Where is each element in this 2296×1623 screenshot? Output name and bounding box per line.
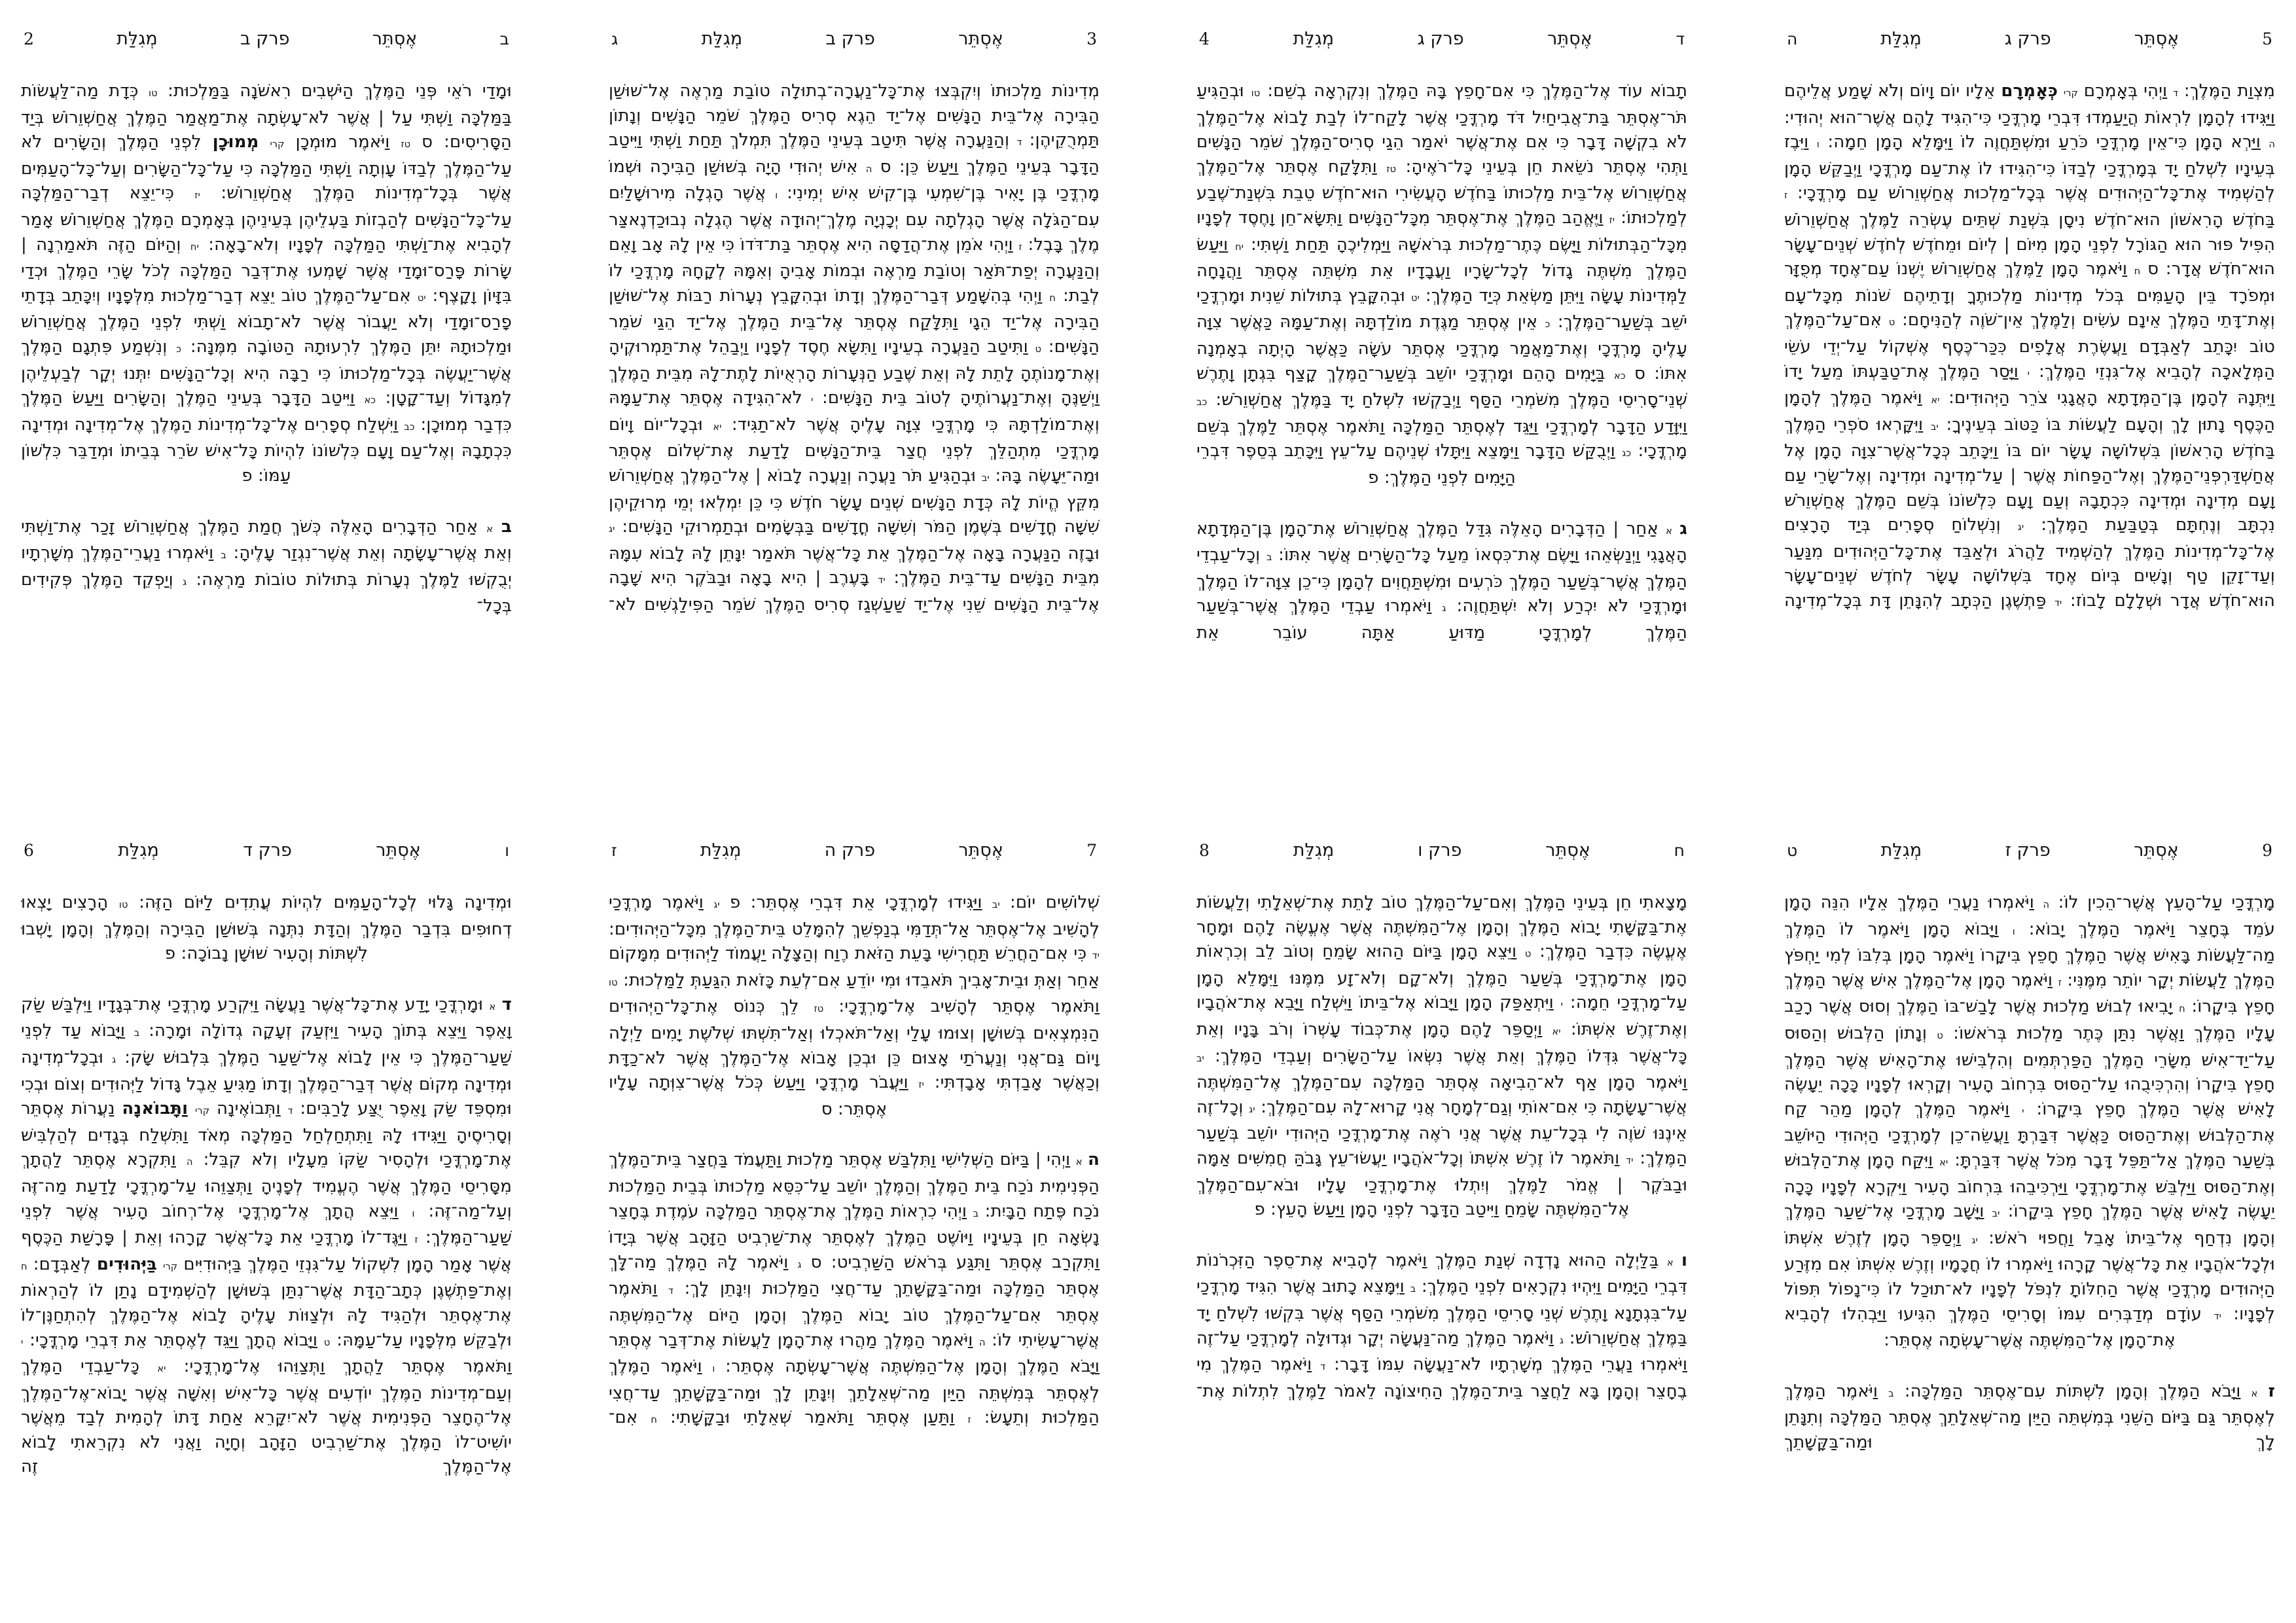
- verse-number: ה: [865, 163, 872, 175]
- verse-number: כא: [364, 395, 376, 406]
- verse-number: כא: [1614, 370, 1626, 382]
- verse-paragraph: מְדִינוֹת מַלְכוּתוֹ וְיִקְבְּצוּ אֶת־כָּל־נַעֲרָה־בְתוּלָה טוֹבַת מַרְאֶה אֶל־שׁוּשַׁן הַבִּירָה אֶל־בֵּית הַנָּשִׁים אֶל־יַד הֵגֶא סְרִיס הַמֶּלֶךְ שֹׁמֵר הַנָּשִׁים וְנָתוֹן תַּמְרֻקֵיהֶן: ד וְהַנַּעֲרָה אֲשֶׁר תִּיטַב בְּעֵינֵי הַמֶּלֶךְ תִּמְלֹךְ תַּחַת וַשְׁתִּי וַיִּיטַב הַדָּבָר בְּעֵינֵי הַמֶּלֶךְ וַיַּעַשׂ כֵּן: ס ה אִישׁ יְהוּדִי הָיָה בְּשׁוּשַׁן הַבִּירָה וּשְׁמוֹ מָרְדֳּכַי בֶּן יָאִיר בֶּן־שִׁמְעִי בֶּן־קִישׁ אִישׁ יְמִינִי: ו אֲשֶׁר הָגְלָה מִירוּשָׁלַיִם עִם־הַגֹּלָה אֲשֶׁר הָגְלְתָה עִם יְכָנְיָה מֶלֶךְ־יְהוּדָה אֲשֶׁר הֶגְלָה נְבוּכַדְנֶאצַּר מֶלֶךְ בָּבֶל: ז וַיְהִי אֹמֵן אֶת־הֲדַסָּה הִיא אֶסְתֵּר בַּת־דֹּדוֹ כִּי אֵין לָהּ אָב וָאֵם וְהַנַּעֲרָה יְפַת־תֹּאַר וְטוֹבַת מַרְאֶה וּבְמוֹת אָבִיהָ וְאִמָּהּ לְקָחָהּ מָרְדֳּכַי לוֹ לְבַת: ח וַיְהִי בְּהִשָּׁמַע דְּבַר־הַמֶּלֶךְ וְדָתוֹ וּבְהִקָּבֵץ נְעָרוֹת רַבּוֹת אֶל־שׁוּשַׁן הַבִּירָה אֶל־יַד הֵגָי וַתִּלָּקַח אֶסְתֵּר אֶל־בֵּית הַמֶּלֶךְ אֶל־יַד הֵגַי שֹׁמֵר הַנָּשִׁים: ט וַתִּיטַב הַנַּעֲרָה בְעֵינָיו וַתִּשָּׂא חֶסֶד לְפָנָיו וַיְבַהֵל אֶת־תַּמְרוּקֶיהָ וְאֶת־מָנוֹתֶהָ לָתֵת לָהּ וְאֵת שֶׁבַע הַנְּעָרוֹת הָרְאֻיוֹת לָתֶת־לָהּ מִבֵּית הַמֶּלֶךְ וַיְשַׁנֶּהָ וְאֶת־נַעֲרוֹתֶיהָ לְטוֹב בֵּית הַנָּשִׁים: י לֹא־הִגִּידָה אֶסְתֵּר אֶת־עַמָּהּ וְאֶת־מוֹלַדְתָּהּ כִּי מָרְדֳּכַי צִוָּה עָלֶיהָ אֲשֶׁר לֹא־תַגִּיד: יא וּבְכָל־יוֹם וָיוֹם מָרְדֳּכַי מִתְהַלֵּךְ לִפְנֵי חֲצַר בֵּית־הַנָּשִׁים לָדַעַת אֶת־שְׁלוֹם אֶסְתֵּר וּמַה־יֵּעָשֶׂה בָּהּ: יב וּבְהַגִּיעַ תֹּר נַעֲרָה וְנַעֲרָה לָבוֹא | אֶל־הַמֶּלֶךְ אֲחַשְׁוֵרוֹשׁ מִקֵּץ הֱיוֹת לָהּ כְּדָת הַנָּשִׁים שְׁנֵים עָשָׂר חֹדֶשׁ כִּי כֵּן יִמְלְאוּ יְמֵי מְרוּקֵיהֶן שִׁשָּׁה חֳדָשִׁים בְּשֶׁמֶן הַמֹּר וְשִׁשָּׁה חֳדָשִׁים בַּבְּשָׂמִים וּבְתַמְרוּקֵי הַנָּשִׁים: יג וּבָזֶה הַנַּעֲרָה בָּאָה אֶל־הַמֶּלֶךְ אֵת כָּל־אֲשֶׁר תֹּאמַר יִנָּתֵן לָהּ לָבוֹא עִמָּהּ מִבֵּית הַנָּשִׁים עַד־בֵּית הַמֶּלֶךְ: יד בָּעֶרֶב | הִיא בָאָה וּבַבֹּקֶר הִיא שָׁבָה אֶל־בֵּית הַנָּשִׁים שֵׁנִי אֶל־יַד שַׁעַשְׁגַז סְרִיס הַמֶּלֶךְ שֹׁמֵר הַפִּילַגְשִׁים לֹא־: [609, 81, 1100, 615]
- verse-number: כב: [404, 421, 415, 433]
- header-edge-right: 9: [2262, 841, 2272, 860]
- verse-number: ט: [1524, 948, 1532, 960]
- header-esther: אֶסְתֵּר: [958, 840, 1003, 861]
- page-2: [21, 0, 512, 812]
- verse-number: ז: [414, 1234, 418, 1246]
- verse-number: ח: [1049, 292, 1056, 304]
- verse-paragraph: ה א וַיְהִי | בַּיּוֹם הַשְּׁלִישִׁי וַתִּלְבַּשׁ אֶסְתֵּר מַלְכוּת וַתַּעֲמֹד בַּחֲצַר בֵּית־הַמֶּלֶךְ הַפְּנִימִית נֹכַח בֵּית הַמֶּלֶךְ וְהַמֶּלֶךְ יוֹשֵׁב עַל־כִּסֵּא מַלְכוּתוֹ בְּבֵית הַמַּלְכוּת נֹכַח פֶּתַח הַבָּיִת: ב וַיְהִי כִרְאוֹת הַמֶּלֶךְ אֶת־אֶסְתֵּר הַמַּלְכָּה עֹמֶדֶת בֶּחָצֵר נָשְׂאָה חֵן בְּעֵינָיו וַיּוֹשֶׁט הַמֶּלֶךְ לְאֶסְתֵּר אֶת־שַׁרְבִיט הַזָּהָב אֲשֶׁר בְּיָדוֹ וַתִּקְרַב אֶסְתֵּר וַתִּגַּע בְּרֹאשׁ הַשַּׁרְבִיט: ס ג וַיֹּאמֶר לָהּ הַמֶּלֶךְ מַה־לָּךְ אֶסְתֵּר הַמַּלְכָּה וּמַה־בַּקָּשָׁתֵךְ עַד־חֲצִי הַמַּלְכוּת וְיִנָּתֵן לָךְ: ד וַתֹּאמֶר אֶסְתֵּר אִם־עַל־הַמֶּלֶךְ טוֹב יָבוֹא הַמֶּלֶךְ וְהָמָן הַיּוֹם אֶל־הַמִּשְׁתֶּה אֲשֶׁר־עָשִׂיתִי לוֹ: ה וַיֹּאמֶר הַמֶּלֶךְ מַהֲרוּ אֶת־הָמָן לַעֲשׂוֹת אֶת־דְּבַר אֶסְתֵּר וַיָּבֹא הַמֶּלֶךְ וְהָמָן אֶל־הַמִּשְׁתֶּה אֲשֶׁר־עָשְׂתָה אֶסְתֵּר: ו וַיֹּאמֶר הַמֶּלֶךְ לְאֶסְתֵּר בְּמִשְׁתֵּה הַיַּיִן מַה־שְּׁאֵלָתֵךְ וְיִנָּתֵן לָךְ וּמַה־בַּקָּשָׁתֵךְ עַד־חֲצִי הַמַּלְכוּת וְתֵעָשׂ: ז וַתַּעַן אֶסְתֵּר וַתֹּאמַר שְׁאֵלָתִי וּבַקָּשָׁתִי: ח אִם־: [609, 1150, 1100, 1428]
- verse-number: קרי: [163, 1260, 178, 1272]
- header-edge-right: ו: [505, 841, 509, 860]
- verse-number: ב: [1888, 1387, 1894, 1399]
- header-perek: פרק ה: [824, 840, 876, 861]
- verse-number: יא: [1552, 1026, 1561, 1037]
- header-esther: אֶסְתֵּר: [2134, 840, 2179, 861]
- header-perek: פרק ד: [243, 840, 292, 861]
- header-perek: פרק ב: [240, 29, 290, 49]
- verse-paragraph: ב א אַחַר הַדְּבָרִים הָאֵלֶּה כְּשֹׁךְ חֲמַת הַמֶּלֶךְ אֲחַשְׁוֵרוֹשׁ זָכַר אֶת־וַשְׁתִּי וְאֵת אֲשֶׁר־עָשָׂתָה וְאֵת אֲשֶׁר־נִגְזַר עָלֶיהָ: ב וַיֹּאמְרוּ נַעֲרֵי־הַמֶּלֶךְ מְשָׁרְתָיו יְבֻקְשׁוּ לַמֶּלֶךְ נְעָרוֹת בְּתוּלוֹת טוֹבוֹת מַרְאֶה: ג וְיַפְקֵד הַמֶּלֶךְ פְּקִידִים בְּכָל־: [21, 516, 512, 616]
- running-header: [1199, 29, 1685, 49]
- verse-number: יז: [918, 1079, 925, 1091]
- header-perek: פרק ו: [1418, 840, 1462, 861]
- scripture-text-column: [1196, 891, 1687, 1604]
- verse-number: יח: [190, 241, 199, 253]
- verse-number: ג: [1559, 1334, 1564, 1346]
- header-edge-right: ב: [499, 29, 509, 48]
- header-megillat: מְגִלַּת: [1880, 29, 1922, 49]
- scripture-text-column: [21, 891, 512, 1604]
- verse-number: י: [21, 1336, 24, 1348]
- header-megillat: מְגִלַּת: [1880, 840, 1922, 861]
- verse-paragraph: ז א וַיָּבֹא הַמֶּלֶךְ וְהָמָן לִשְׁתּוֹת עִם־אֶסְתֵּר הַמַּלְכָּה: ב וַיֹּאמֶר הַמֶּלֶךְ לְאֶסְתֵּר גַּם בַּיּוֹם הַשֵּׁנִי בְּמִשְׁתֵּה הַיַּיִן מַה־שְּׁאֵלָתֵךְ אֶסְתֵּר הַמַּלְכָּה וְתִנָּתֵן לָךְ וּמַה־בַּקָּשָׁתֵךְ: [1784, 1381, 2275, 1452]
- verse-paragraph: שְׁלוֹשִׁים יוֹם: יב וַיַּגִּידוּ לְמָרְדֳּכָי אֵת דִּבְרֵי אֶסְתֵּר: פ יג וַיֹּאמֶר מָרְדֳּכַי לְהָשִׁיב אֶל־אֶסְתֵּר אַל־תְּדַמִּי בְנַפְשֵׁךְ לְהִמָּלֵט בֵּית־הַמֶּלֶךְ מִכָּל־הַיְּהוּדִים: יד כִּי אִם־הַחֲרֵשׁ תַּחֲרִישִׁי בָּעֵת הַזֹּאת רֶוַח וְהַצָּלָה יַעֲמוֹד לַיְּהוּדִים מִמָּקוֹם אַחֵר וְאַתְּ וּבֵית־אָבִיךְ תֹּאבֵדוּ וּמִי יוֹדֵעַ אִם־לְעֵת כָּזֹאת הִגַּעַתְּ לַמַּלְכוּת: טו וַתֹּאמֶר אֶסְתֵּר לְהָשִׁיב אֶל־מָרְדֳּכָי: טז לֵךְ כְּנוֹס אֶת־כָּל־הַיְּהוּדִים הַנִּמְצְאִים בְּשׁוּשָׁן וְצוּמוּ עָלַי וְאַל־תֹּאכְלוּ וְאַל־תִּשְׁתּוּ שְׁלֹשֶׁת יָמִים לַיְלָה וָיוֹם גַּם־אֲנִי וְנַעֲרֹתַי אָצוּם כֵּן וּבְכֵן אָבוֹא אֶל־הַמֶּלֶךְ אֲשֶׁר לֹא־כַדָּת וְכַאֲשֶׁר אָבַדְתִּי אָבָדְתִּי: יז וַיַּעֲבֹר מָרְדֳּכָי וַיַּעַשׂ כְּכֹל אֲשֶׁר־צִוְּתָה עָלָיו אֶסְתֵּר: ס: [609, 893, 1100, 1119]
- header-perek: פרק ג: [1417, 29, 1464, 49]
- qere-or-chapter-word: וַתָּבוֹאנָה: [122, 1099, 188, 1119]
- header-edge-right: ח: [1674, 841, 1685, 860]
- verse-number: ג: [1442, 603, 1446, 615]
- header-megillat: מְגִלַּת: [118, 840, 159, 861]
- qere-or-chapter-word: ה: [1088, 1150, 1100, 1170]
- header-esther: אֶסְתֵּר: [1547, 29, 1592, 49]
- header-edge-left: 6: [24, 841, 34, 860]
- header-edge-right: 7: [1086, 841, 1097, 860]
- qere-or-chapter-word: ז: [2268, 1381, 2275, 1401]
- header-edge-left: ט: [1787, 841, 1798, 860]
- header-perek: פרק ז: [2005, 840, 2051, 861]
- header-edge-right: 5: [2262, 29, 2272, 48]
- verse-number: יב: [1196, 1052, 1204, 1064]
- running-header: [24, 29, 509, 49]
- verse-number: ז: [1784, 190, 1788, 202]
- header-megillat: מְגִלַּת: [1293, 29, 1335, 49]
- verse-number: כ: [1545, 319, 1551, 330]
- verse-number: יד: [1092, 950, 1100, 962]
- verse-number: ב: [1410, 1283, 1416, 1295]
- verse-number: יב: [1930, 421, 1939, 433]
- scripture-text-column: [609, 891, 1100, 1604]
- verse-number: ב: [134, 1027, 140, 1039]
- verse-number: כ: [176, 343, 182, 355]
- verse-paragraph: ו א בַּלַּיְלָה הַהוּא נָדְדָה שְׁנַת הַמֶּלֶךְ וַיֹּאמֶר לְהָבִיא אֶת־סֵפֶר הַזִּכְרֹנוֹת דִּבְרֵי הַיָּמִים וַיִּהְיוּ נִקְרָאִים לִפְנֵי הַמֶּלֶךְ: ב וַיִּמָּצֵא כָתוּב אֲשֶׁר הִגִּיד מָרְדֳּכַי עַל־בִּגְתָנָא וָתֶרֶשׁ שְׁנֵי סָרִיסֵי הַמֶּלֶךְ מִשֹּׁמְרֵי הַסַּף אֲשֶׁר בִּקְשׁוּ לִשְׁלֹחַ יָד בַּמֶּלֶךְ אֲחַשְׁוֵרוֹשׁ: ג וַיֹּאמֶר הַמֶּלֶךְ מַה־נַּעֲשָׂה יְקָר וּגְדוּלָּה לְמָרְדֳּכַי עַל־זֶה וַיֹּאמְרוּ נַעֲרֵי הַמֶּלֶךְ מְשָׁרְתָיו לֹא־נַעֲשָׂה עִמּוֹ דָּבָר: ד וַיֹּאמֶר הַמֶּלֶךְ מִי בֶחָצֵר וְהָמָן בָּא לַחֲצַר בֵּית־הַמֶּלֶךְ הַחִיצוֹנָה לֵאמֹר לַמֶּלֶךְ לִתְלוֹת אֶת־: [1196, 1250, 1687, 1401]
- verse-number: יא: [1931, 395, 1940, 406]
- verse-number: יד: [1626, 1154, 1634, 1166]
- verse-number: א: [489, 1001, 496, 1012]
- verse-number: ח: [21, 1260, 27, 1272]
- page-3: [609, 0, 1100, 812]
- verse-number: א: [1666, 525, 1672, 537]
- verse-number: קרי: [2063, 88, 2078, 99]
- running-header: [1787, 840, 2272, 861]
- verse-number: ז: [2058, 976, 2062, 988]
- verse-paragraph: ד א וּמָרְדֳּכַי יָדַע אֶת־כָּל־אֲשֶׁר נַעֲשָׂה וַיִּקְרַע מָרְדֳּכַי אֶת־בְּגָדָיו וַיִּלְבַּשׁ שַׂק וָאֵפֶר וַיֵּצֵא בְּתוֹךְ הָעִיר וַיִּזְעַק זְעָקָה גְדוֹלָה וּמָרָה: ב וַיָּבוֹא עַד לִפְנֵי שַׁעַר־הַמֶּלֶךְ כִּי אֵין לָבוֹא אֶל־שַׁעַר הַמֶּלֶךְ בִּלְבוּשׁ שָׂק: ג וּבְכָל־מְדִינָה וּמְדִינָה מְקוֹם אֲשֶׁר דְּבַר־הַמֶּלֶךְ וְדָתוֹ מַגִּיעַ אֵבֶל גָּדוֹל לַיְּהוּדִים וְצוֹם וּבְכִי וּמִסְפֵּד שַׂק וָאֵפֶר יֻצַּע לָרַבִּים: ד וַתְּבוֹאֶינָה קרי וַתָּבוֹאנָה נַעֲרוֹת אֶסְתֵּר וְסָרִיסֶיהָ וַיַּגִּידוּ לָהּ וַתִּתְחַלְחַל הַמַּלְכָּה מְאֹד וַתִּשְׁלַח בְּגָדִים לְהַלְבִּישׁ אֶת־מָרְדֳּכַי וּלְהָסִיר שַׂקּוֹ מֵעָלָיו וְלֹא קִבֵּל: ה וַתִּקְרָא אֶסְתֵּר לַהֲתָךְ מִסָּרִיסֵי הַמֶּלֶךְ אֲשֶׁר הֶעֱמִיד לְפָנֶיהָ וַתְּצַוֵּהוּ עַל־מָרְדֳּכָי לָדַעַת מַה־זֶּה וְעַל־מַה־זֶּה: ו וַיֵּצֵא הֲתָךְ אֶל־מָרְדֳּכָי אֶל־רְחוֹב הָעִיר אֲשֶׁר לִפְנֵי שַׁעַר־הַמֶּלֶךְ: ז וַיַּגֶּד־לוֹ מָרְדֳּכַי אֵת כָּל־אֲשֶׁר קָרָהוּ וְאֵת | פָּרָשַׁת הַכֶּסֶף אֲשֶׁר אָמַר הָמָן לִשְׁקוֹל עַל־גִּנְזֵי הַמֶּלֶךְ בַּיְּהוּדִיִּים קרי בַּיְּהוּדִים לְאַבְּדָם: ח וְאֶת־פַּתְשֶׁגֶן כְּתָב־הַדָּת אֲשֶׁר־נִתַּן בְּשׁוּשָׁן לְהַשְׁמִידָם נָתַן לוֹ לְהַרְאוֹת אֶת־אֶסְתֵּר וּלְהַגִּיד לָהּ וּלְצַוּוֹת עָלֶיהָ לָבוֹא אֶל־הַמֶּלֶךְ לְהִתְחַנֶּן־לוֹ וּלְבַקֵּשׁ מִלְּפָנָיו עַל־עַמָּהּ: ט וַיָּבוֹא הֲתָךְ וַיַּגֵּד לְאֶסְתֵּר אֵת דִּבְרֵי מָרְדֳּכָי: י וַתֹּאמֶר אֶסְתֵּר לַהֲתָךְ וַתְּצַוֵּהוּ אֶל־מָרְדֳּכָי: יא כָּל־עַבְדֵי הַמֶּלֶךְ וְעַם־מְדִינוֹת הַמֶּלֶךְ יוֹדְעִים אֲשֶׁר כָּל־אִישׁ וְאִשָּׁה אֲשֶׁר יָבוֹא־אֶל־הַמֶּלֶךְ אֶל־הֶחָצֵר הַפְּנִימִית אֲשֶׁר לֹא־יִקָּרֵא אַחַת דָּתוֹ לְהָמִית לְבַד מֵאֲשֶׁר יוֹשִׁיט־לוֹ הַמֶּלֶךְ אֶת־שַׁרְבִיט הַזָּהָב וְחָיָה וַאֲנִי לֹא נִקְרֵאתִי לָבוֹא אֶל־הַמֶּלֶךְ זֶה: [21, 994, 512, 1477]
- header-edge-right: 3: [1086, 29, 1097, 48]
- verse-number: א: [1075, 1156, 1083, 1168]
- running-header: [1199, 840, 1685, 861]
- page-7: [609, 812, 1100, 1623]
- header-megillat: מְגִלַּת: [700, 840, 742, 861]
- verse-number: ה: [2043, 899, 2050, 910]
- verse-number: ג: [183, 576, 187, 588]
- header-edge-left: ז: [611, 841, 617, 860]
- verse-number: ה: [186, 1156, 193, 1168]
- verse-number: יג: [1249, 1103, 1255, 1115]
- scripture-text-column: [1784, 79, 2275, 793]
- verse-number: ד: [287, 1105, 293, 1117]
- verse-number: י: [2027, 368, 2030, 380]
- verse-number: יג: [713, 899, 720, 910]
- verse-number: ו: [1816, 139, 1820, 151]
- verse-number: י: [811, 395, 814, 406]
- page-9: [1784, 812, 2275, 1623]
- verse-number: ט: [1888, 317, 1895, 329]
- verse-number: יט: [417, 292, 426, 304]
- verse-number: ד: [1016, 137, 1022, 149]
- verse-number: טו: [609, 976, 618, 988]
- qere-or-chapter-word: ג: [1679, 518, 1687, 539]
- verse-number: ט: [1937, 1029, 1943, 1041]
- verse-number: ו: [712, 1363, 715, 1375]
- verse-number: כב: [1196, 397, 1208, 408]
- verse-number: יח: [1235, 241, 1244, 253]
- qere-or-chapter-word: ב: [501, 516, 512, 537]
- scripture-text-column: [21, 79, 512, 793]
- header-edge-right: ד: [1676, 29, 1685, 48]
- verse-number: יב: [1992, 1208, 2000, 1220]
- verse-number: ד: [2173, 88, 2179, 99]
- verse-number: יא: [1939, 1156, 1948, 1168]
- running-header: [611, 840, 1097, 861]
- verse-number: ז: [967, 1414, 971, 1426]
- page-6: [21, 812, 512, 1623]
- verse-number: כג: [1622, 448, 1632, 459]
- verse-number: טז: [401, 139, 411, 151]
- header-megillat: מְגִלַּת: [117, 29, 158, 49]
- verse-number: קרי: [270, 139, 285, 151]
- verse-number: ו: [2012, 925, 2015, 937]
- page-4: [1196, 0, 1687, 812]
- verse-number: א: [2251, 1387, 2258, 1399]
- verse-number: ד: [1320, 1361, 1326, 1373]
- verse-number: ח: [2179, 1003, 2185, 1015]
- verse-number: ו: [775, 190, 778, 202]
- header-esther: אֶסְתֵּר: [2134, 29, 2179, 49]
- verse-number: יט: [1410, 292, 1420, 304]
- header-perek: פרק ג: [2004, 29, 2051, 49]
- verse-number: ד: [668, 1285, 674, 1297]
- verse-number: ג: [112, 1054, 117, 1065]
- header-edge-left: 4: [1199, 29, 1210, 48]
- verse-number: ב: [221, 550, 226, 562]
- verse-number: ג: [797, 1258, 802, 1270]
- header-perek: פרק ב: [825, 29, 875, 49]
- page-5: [1784, 0, 2275, 812]
- verse-paragraph: וּמָדַי רֹאֵי פְּנֵי הַמֶּלֶךְ הַיֹּשְׁבִים רִאשֹׁנָה בַּמַּלְכוּת: טו כְּדָת מַה־לַּעֲשׂוֹת בַּמַּלְכָּה וַשְׁתִּי עַל | אֲשֶׁר לֹא־עָשְׂתָה אֶת־מַאֲמַר הַמֶּלֶךְ אֲחַשְׁוֵרוֹשׁ בְּיַד הַסָּרִיסִים: ס טז וַיֹּאמֶר מוּמְכָן קרי מְמוּכָן לִפְנֵי הַמֶּלֶךְ וְהַשָּׂרִים לֹא עַל־הַמֶּלֶךְ לְבַדּוֹ עָוְתָה וַשְׁתִּי הַמַּלְכָּה כִּי עַל־כָּל־הַשָּׂרִים וְעַל־כָּל־הָעַמִּים אֲשֶׁר בְּכָל־מְדִינוֹת הַמֶּלֶךְ אֲחַשְׁוֵרוֹשׁ: יז כִּי־יֵצֵא דְבַר־הַמַּלְכָּה עַל־כָּל־הַנָּשִׁים לְהַבְזוֹת בַּעְלֵיהֶן בְּעֵינֵיהֶן בְּאָמְרָם הַמֶּלֶךְ אֲחַשְׁוֵרוֹשׁ אָמַר לְהָבִיא אֶת־וַשְׁתִּי הַמַּלְכָּה לְפָנָיו וְלֹא־בָאָה: יח וְהַיּוֹם הַזֶּה תֹּאמַרְנָה | שָׂרוֹת פָּרַס־וּמָדַי אֲשֶׁר שָׁמְעוּ אֶת־דְּבַר הַמַּלְכָּה לְכֹל שָׂרֵי הַמֶּלֶךְ וּכְדַי בִּזָּיוֹן וָקָצֶף: יט אִם־עַל־הַמֶּלֶךְ טוֹב יֵצֵא דְבַר־מַלְכוּת מִלְּפָנָיו וְיִכָּתֵב בְּדָתֵי פָרַס־וּמָדַי וְלֹא יַעֲבוֹר אֲשֶׁר לֹא־תָבוֹא וַשְׁתִּי לִפְנֵי הַמֶּלֶךְ אֲחַשְׁוֵרוֹשׁ וּמַלְכוּתָהּ יִתֵּן הַמֶּלֶךְ לִרְעוּתָהּ הַטּוֹבָה מִמֶּנָּה: כ וְנִשְׁמַע פִּתְגָם הַמֶּלֶךְ אֲשֶׁר־יַעֲשֶׂה בְּכָל־מַלְכוּתוֹ כִּי רַבָּה הִיא וְכָל־הַנָּשִׁים יִתְּנוּ יְקָר לְבַעְלֵיהֶן לְמִגָּדוֹל וְעַד־קָטָן: כא וַיִּיטַב הַדָּבָר בְּעֵינֵי הַמֶּלֶךְ וְהַשָּׂרִים וַיַּעַשׂ הַמֶּלֶךְ כִּדְבַר מְמוּכָן: כב וַיִּשְׁלַח סְפָרִים אֶל־כָּל־מְדִינוֹת הַמֶּלֶךְ אֶל־מְדִינָה וּמְדִינָה כִּכְתָבָהּ וְאֶל־עַם וָעָם כִּלְשׁוֹנוֹ לִהְיוֹת כָּל־אִישׁ שֹׂרֵר בְּבֵיתוֹ וּמְדַבֵּר כִּלְשׁוֹן עַמּוֹ: פ: [21, 81, 512, 486]
- running-header: [1787, 29, 2272, 49]
- verse-number: יב: [981, 472, 990, 484]
- verse-number: טז: [1386, 163, 1396, 175]
- verse-number: טז: [814, 1003, 824, 1015]
- qere-or-chapter-word: בַּיְּהוּדִים: [96, 1254, 157, 1274]
- verse-number: ב: [973, 1207, 979, 1219]
- verse-number: ה: [978, 1336, 986, 1348]
- verse-number: ו: [412, 1207, 415, 1219]
- scripture-text-column: [609, 79, 1100, 793]
- header-edge-left: 2: [24, 29, 34, 48]
- verse-number: יב: [992, 899, 1000, 910]
- verse-number: ה: [2269, 139, 2275, 151]
- running-header: [611, 29, 1097, 49]
- verse-paragraph: מָרְדֳּכַי עַל־הָעֵץ אֲשֶׁר־הֵכִין לוֹ: ה וַיֹּאמְרוּ נַעֲרֵי הַמֶּלֶךְ אֵלָיו הִנֵּה הָמָן עֹמֵד בֶּחָצֵר וַיֹּאמֶר הַמֶּלֶךְ יָבוֹא: ו וַיָּבוֹא הָמָן וַיֹּאמֶר לוֹ הַמֶּלֶךְ מַה־לַּעֲשׂוֹת בָּאִישׁ אֲשֶׁר הַמֶּלֶךְ חָפֵץ בִּיקָרוֹ וַיֹּאמֶר הָמָן בְּלִבּוֹ לְמִי יַחְפֹּץ הַמֶּלֶךְ לַעֲשׂוֹת יְקָר יוֹתֵר מִמֶּנִּי: ז וַיֹּאמֶר הָמָן אֶל־הַמֶּלֶךְ אִישׁ אֲשֶׁר הַמֶּלֶךְ חָפֵץ בִּיקָרוֹ: ח יָבִיאוּ לְבוּשׁ מַלְכוּת אֲשֶׁר לָבַשׁ־בּוֹ הַמֶּלֶךְ וְסוּס אֲשֶׁר רָכַב עָלָיו הַמֶּלֶךְ וַאֲשֶׁר נִתַּן כֶּתֶר מַלְכוּת בְּרֹאשׁוֹ: ט וְנָתוֹן הַלְּבוּשׁ וְהַסּוּס עַל־יַד־אִישׁ מִשָּׂרֵי הַמֶּלֶךְ הַפַּרְתְּמִים וְהִלְבִּישׁוּ אֶת־הָאִישׁ אֲשֶׁר הַמֶּלֶךְ חָפֵץ בִּיקָרוֹ וְהִרְכִּיבֻהוּ עַל־הַסּוּס בִּרְחוֹב הָעִיר וְקָרְאוּ לְפָנָיו כָּכָה יֵעָשֶׂה לָאִישׁ אֲשֶׁר הַמֶּלֶךְ חָפֵץ בִּיקָרוֹ: י וַיֹּאמֶר הַמֶּלֶךְ לְהָמָן מַהֵר קַח אֶת־הַלְּבוּשׁ וְאֶת־הַסּוּס כַּאֲשֶׁר דִּבַּרְתָּ וַעֲשֵׂה־כֵן לְמָרְדֳּכַי הַיְּהוּדִי הַיּוֹשֵׁב בְּשַׁעַר הַמֶּלֶךְ אַל־תַּפֵּל דָּבָר מִכֹּל אֲשֶׁר דִּבַּרְתָּ: יא וַיִּקַּח הָמָן אֶת־הַלְּבוּשׁ וְאֶת־הַסּוּס וַיַּלְבֵּשׁ אֶת־מָרְדֳּכָי וַיַּרְכִּיבֵהוּ בִּרְחוֹב הָעִיר וַיִּקְרָא לְפָנָיו כָּכָה יֵעָשֶׂה לָאִישׁ אֲשֶׁר הַמֶּלֶךְ חָפֵץ בִּיקָרוֹ: יב וַיָּשָׁב מָרְדֳּכַי אֶל־שַׁעַר הַמֶּלֶךְ וְהָמָן נִדְחַף אֶל־בֵּיתוֹ אָבֵל וַחֲפוּי רֹאשׁ: יג וַיְסַפֵּר הָמָן לְזֶרֶשׁ אִשְׁתּוֹ וּלְכָל־אֹהֲבָיו אֵת כָּל־אֲשֶׁר קָרָהוּ וַיֹּאמְרוּ לוֹ חֲכָמָיו וְזֶרֶשׁ אִשְׁתּוֹ אִם מִזֶּרַע הַיְּהוּדִים מָרְדֳּכַי אֲשֶׁר הַחִלּוֹתָ לִנְפֹּל לְפָנָיו לֹא־תוּכַל לוֹ כִּי־נָפוֹל תִּפּוֹל לְפָנָיו: יד עוֹדָם מְדַבְּרִים עִמּוֹ וְסָרִיסֵי הַמֶּלֶךְ הִגִּיעוּ וַיַּבְהִלוּ לְהָבִיא אֶת־הָמָן אֶל־הַמִּשְׁתֶּה אֲשֶׁר־עָשְׂתָה אֶסְתֵּר:: [1784, 893, 2275, 1351]
- verse-number: ח: [651, 1414, 657, 1426]
- verse-number: יג: [2017, 522, 2024, 533]
- header-esther: אֶסְתֵּר: [372, 29, 418, 49]
- verse-number: א: [486, 523, 493, 535]
- verse-number: ט: [323, 1336, 331, 1348]
- qere-or-chapter-word: ד: [501, 994, 512, 1014]
- scripture-text-column: [1196, 79, 1687, 793]
- verse-paragraph: וּמְדִינָה גָּלוּי לְכָל־הָעַמִּים לִהְיוֹת עֲתִדִים לַיּוֹם הַזֶּה: טו הָרָצִים יָצְאוּ דְחוּפִים בִּדְבַר הַמֶּלֶךְ וְהַדָּת נִתְּנָה בְּשׁוּשַׁן הַבִּירָה וְהַמֶּלֶךְ וְהָמָן יָשְׁבוּ לִשְׁתּוֹת וְהָעִיר שׁוּשָׁן נָבוֹכָה: פ: [21, 893, 512, 964]
- header-megillat: מְגִלַּת: [1293, 840, 1335, 861]
- verse-number: יג: [1971, 1234, 1978, 1246]
- verse-number: י: [2022, 1105, 2024, 1117]
- verse-number: טו: [149, 88, 158, 99]
- page-8: [1196, 812, 1687, 1623]
- verse-number: טו: [1251, 88, 1261, 99]
- verse-number: ט: [1035, 343, 1042, 355]
- verse-number: יז: [1609, 214, 1615, 226]
- verse-number: יא: [713, 421, 722, 433]
- verse-number: קרי: [195, 1105, 210, 1117]
- verse-number: י: [1560, 999, 1564, 1011]
- verse-number: יד: [878, 575, 886, 586]
- header-megillat: מְגִלַּת: [701, 29, 743, 49]
- verse-number: יא: [157, 1363, 166, 1375]
- header-esther: אֶסְתֵּר: [958, 29, 1003, 49]
- scripture-text-column: [1784, 891, 2275, 1604]
- verse-number: א: [1666, 1257, 1674, 1268]
- qere-or-chapter-word: ו: [1681, 1250, 1687, 1270]
- verse-number: ב: [1266, 552, 1272, 563]
- verse-paragraph: תָבוֹא עוֹד אֶל־הַמֶּלֶךְ כִּי אִם־חָפֵץ בָּהּ הַמֶּלֶךְ וְנִקְרְאָה בְשֵׁם: טו וּבְהַגִּיעַ תֹּר־אֶסְתֵּר בַּת־אֲבִיחַיִל דֹּד מָרְדֳּכַי אֲשֶׁר לָקַח־לוֹ לְבַת לָבוֹא אֶל־הַמֶּלֶךְ לֹא בִקְשָׁה דָּבָר כִּי אִם אֶת־אֲשֶׁר יֹאמַר הֵגַי סְרִיס־הַמֶּלֶךְ שֹׁמֵר הַנָּשִׁים וַתְּהִי אֶסְתֵּר נֹשֵׂאת חֵן בְּעֵינֵי כָּל־רֹאֶיהָ: טז וַתִּלָּקַח אֶסְתֵּר אֶל־הַמֶּלֶךְ אֲחַשְׁוֵרוֹשׁ אֶל־בֵּית מַלְכוּתוֹ בַּחֹדֶשׁ הָעֲשִׂירִי הוּא־חֹדֶשׁ טֵבֵת בִּשְׁנַת־שֶׁבַע לְמַלְכוּתוֹ: יז וַיֶּאֱהַב הַמֶּלֶךְ אֶת־אֶסְתֵּר מִכָּל־הַנָּשִׁים וַתִּשָּׂא־חֵן וָחֶסֶד לְפָנָיו מִכָּל־הַבְּתוּלוֹת וַיָּשֶׂם כֶּתֶר־מַלְכוּת בְּרֹאשָׁהּ וַיַּמְלִיכֶהָ תַּחַת וַשְׁתִּי: יח וַיַּעַשׂ הַמֶּלֶךְ מִשְׁתֶּה גָדוֹל לְכָל־שָׂרָיו וַעֲבָדָיו אֵת מִשְׁתֵּה אֶסְתֵּר וַהֲנָחָה לַמְּדִינוֹת עָשָׂה וַיִּתֵּן מַשְׂאֵת כְּיַד הַמֶּלֶךְ: יט וּבְהִקָּבֵץ בְּתוּלוֹת שֵׁנִית וּמָרְדֳּכַי יֹשֵׁב בְּשַׁעַר־הַמֶּלֶךְ: כ אֵין אֶסְתֵּר מַגֶּדֶת מוֹלַדְתָּהּ וְאֶת־עַמָּהּ כַּאֲשֶׁר צִוָּה עָלֶיהָ מָרְדֳּכָי וְאֶת־מַאֲמַר מָרְדֳּכַי אֶסְתֵּר עֹשָׂה כַּאֲשֶׁר הָיְתָה בְאָמְנָה אִתּוֹ: ס כא בַּיָּמִים הָהֵם וּמָרְדֳּכַי יוֹשֵׁב בְּשַׁעַר־הַמֶּלֶךְ קָצַף בִּגְתָן וָתֶרֶשׁ שְׁנֵי־סָרִיסֵי הַמֶּלֶךְ מִשֹּׁמְרֵי הַסַּף וַיְבַקְשׁוּ לִשְׁלֹחַ יָד בַּמֶּלֶךְ אֲחַשְׁוֵרֹשׁ: כב וַיִּוָּדַע הַדָּבָר לְמָרְדֳּכַי וַיַּגֵּד לְאֶסְתֵּר הַמַּלְכָּה וַתֹּאמֶר אֶסְתֵּר לַמֶּלֶךְ בְּשֵׁם מָרְדֳּכָי: כג וַיְבֻקַּשׁ הַדָּבָר וַיִּמָּצֵא וַיִּתָּלוּ שְׁנֵיהֶם עַל־עֵץ וַיִּכָּתֵב בְּסֵפֶר דִּבְרֵי הַיָּמִים לִפְנֵי הַמֶּלֶךְ: פ: [1196, 81, 1687, 488]
- header-esther: אֶסְתֵּר: [376, 840, 421, 861]
- header-edge-left: ה: [1787, 29, 1798, 48]
- verse-number: יג: [609, 524, 615, 535]
- header-edge-left: 8: [1199, 841, 1210, 860]
- verse-number: ז: [1018, 241, 1022, 253]
- header-edge-left: ג: [611, 29, 619, 48]
- verse-paragraph: מִצְוַת הַמֶּלֶךְ: ד וַיְהִי בְּאָמְרָם קרי כְּאָמְרָם אֵלָיו יוֹם וָיוֹם וְלֹא שָׁמַע אֲלֵיהֶם וַיַּגִּידוּ לְהָמָן לִרְאוֹת הֲיַעַמְדוּ דִּבְרֵי מָרְדֳּכַי כִּי־הִגִּיד לָהֶם אֲשֶׁר־הוּא יְהוּדִי: ה וַיַּרְא הָמָן כִּי־אֵין מָרְדֳּכַי כֹּרֵעַ וּמִשְׁתַּחֲוֶה לוֹ וַיִּמָּלֵא הָמָן חֵמָה: ו וַיִּבֶז בְּעֵינָיו לִשְׁלֹחַ יָד בְּמָרְדֳּכַי לְבַדּוֹ כִּי־הִגִּידוּ לוֹ אֶת־עַם מָרְדֳּכָי וַיְבַקֵּשׁ הָמָן לְהַשְׁמִיד אֶת־כָּל־הַיְּהוּדִים אֲשֶׁר בְּכָל־מַלְכוּת אֲחַשְׁוֵרוֹשׁ עַם מָרְדֳּכָי: ז בַּחֹדֶשׁ הָרִאשׁוֹן הוּא־חֹדֶשׁ נִיסָן בִּשְׁנַת שְׁתֵּים עֶשְׂרֵה לַמֶּלֶךְ אֲחַשְׁוֵרוֹשׁ הִפִּיל פּוּר הוּא הַגּוֹרָל לִפְנֵי הָמָן מִיּוֹם | לְיוֹם וּמֵחֹדֶשׁ לְחֹדֶשׁ שְׁנֵים־עָשָׂר הוּא־חֹדֶשׁ אֲדָר: ס ח וַיֹּאמֶר הָמָן לַמֶּלֶךְ אֲחַשְׁוֵרוֹשׁ יֶשְׁנוֹ עַם־אֶחָד מְפֻזָּר וּמְפֹרָד בֵּין הָעַמִּים בְּכֹל מְדִינוֹת מַלְכוּתֶךָ וְדָתֵיהֶם שֹׁנוֹת מִכָּל־עָם וְאֶת־דָּתֵי הַמֶּלֶךְ אֵינָם עֹשִׂים וְלַמֶּלֶךְ אֵין־שֹׁוֶה לְהַנִּיחָם: ט אִם־עַל־הַמֶּלֶךְ טוֹב יִכָּתֵב לְאַבְּדָם וַעֲשֶׂרֶת אֲלָפִים כִּכַּר־כֶּסֶף אֶשְׁקוֹל עַל־יְדֵי עֹשֵׂי הַמְּלָאכָה לְהָבִיא אֶל־גִּנְזֵי הַמֶּלֶךְ: י וַיָּסַר הַמֶּלֶךְ אֶת־טַבַּעְתּוֹ מֵעַל יָדוֹ וַיִּתְּנָהּ לְהָמָן בֶּן־הַמְּדָתָא הָאֲגָגִי צֹרֵר הַיְּהוּדִים: יא וַיֹּאמֶר הַמֶּלֶךְ לְהָמָן הַכֶּסֶף נָתוּן לָךְ וְהָעָם לַעֲשׂוֹת בּוֹ כַּטּוֹב בְּעֵינֶיךָ: יב וַיִּקָּרְאוּ סֹפְרֵי הַמֶּלֶךְ בַּחֹדֶשׁ הָרִאשׁוֹן בִּשְׁלוֹשָׁה עָשָׂר יוֹם בּוֹ וַיִּכָּתֵב כְּכָל־אֲשֶׁר־צִוָּה הָמָן אֶל אֲחַשְׁדַּרְפְּנֵי־הַמֶּלֶךְ וְאֶל־הַפַּחוֹת אֲשֶׁר | עַל־מְדִינָה וּמְדִינָה וְאֶל־שָׂרֵי עַם וָעָם מְדִינָה וּמְדִינָה כִּכְתָבָהּ וְעַם וָעָם כִּלְשׁוֹנוֹ בְּשֵׁם הַמֶּלֶךְ אֲחַשְׁוֵרֹשׁ נִכְתָּב וְנֶחְתָּם בְּטַבַּעַת הַמֶּלֶךְ: יג וְנִשְׁלוֹחַ סְפָרִים בְּיַד הָרָצִים אֶל־כָּל־מְדִינוֹת הַמֶּלֶךְ לְהַשְׁמִיד לַהֲרֹג וּלְאַבֵּד אֶת־כָּל־הַיְּהוּדִים מִנַּעַר וְעַד־זָקֵן טַף וְנָשִׁים בְּיוֹם אֶחָד בִּשְׁלוֹשָׁה עָשָׂר לְחֹדֶשׁ שְׁנֵים־עָשָׂר הוּא־חֹדֶשׁ אֲדָר וּשְׁלָלָם לָבוֹז: יד פַּתְשֶׁגֶן הַכְּתָב לְהִנָּתֵן דָּת בְּכָל־מְדִינָה: [1784, 81, 2275, 611]
- verse-number: ח: [2134, 266, 2141, 277]
- verse-number: יד: [2054, 597, 2062, 609]
- verse-number: יז: [194, 190, 200, 202]
- header-esther: אֶסְתֵּר: [1545, 840, 1590, 861]
- qere-or-chapter-word: כְּאָמְרָם: [2001, 81, 2058, 101]
- verse-number: יד: [2214, 1310, 2221, 1322]
- verse-paragraph: מָצָאתִי חֵן בְּעֵינֵי הַמֶּלֶךְ וְאִם־עַל־הַמֶּלֶךְ טוֹב לָתֵת אֶת־שְׁאֵלָתִי וְלַעֲשׂוֹת אֶת־בַּקָּשָׁתִי יָבוֹא הַמֶּלֶךְ וְהָמָן אֶל־הַמִּשְׁתֶּה אֲשֶׁר אֶעֱשֶׂה לָהֶם וּמָחָר אֶעֱשֶׂה כִּדְבַר הַמֶּלֶךְ: ט וַיֵּצֵא הָמָן בַּיּוֹם הַהוּא שָׂמֵחַ וְטוֹב לֵב וְכִרְאוֹת הָמָן אֶת־מָרְדֳּכַי בְּשַׁעַר הַמֶּלֶךְ וְלֹא־קָם וְלֹא־זָע מִמֶּנּוּ וַיִּמָּלֵא הָמָן עַל־מָרְדֳּכַי חֵמָה: י וַיִּתְאַפַּק הָמָן וַיָּבוֹא אֶל־בֵּיתוֹ וַיִּשְׁלַח וַיָּבֵא אֶת־אֹהֲבָיו וְאֶת־זֶרֶשׁ אִשְׁתּוֹ: יא וַיְסַפֵּר לָהֶם הָמָן אֶת־כְּבוֹד עָשְׁרוֹ וְרֹב בָּנָיו וְאֵת כָּל־אֲשֶׁר גִּדְּלוֹ הַמֶּלֶךְ וְאֵת אֲשֶׁר נִשְּׂאוֹ עַל־הַשָּׂרִים וְעַבְדֵי הַמֶּלֶךְ: יב וַיֹּאמֶר הָמָן אַף לֹא־הֵבִיאָה אֶסְתֵּר הַמַּלְכָּה עִם־הַמֶּלֶךְ אֶל־הַמִּשְׁתֶּה אֲשֶׁר־עָשָׂתָה כִּי אִם־אוֹתִי וְגַם־לְמָחָר אֲנִי קָרוּא־לָהּ עִם־הַמֶּלֶךְ: יג וְכָל־זֶה אֵינֶנּוּ שֹׁוֶה לִי בְּכָל־עֵת אֲשֶׁר אֲנִי רֹאֶה אֶת־מָרְדֳּכַי הַיְּהוּדִי יוֹשֵׁב בְּשַׁעַר הַמֶּלֶךְ: יד וַתֹּאמֶר לוֹ זֶרֶשׁ אִשְׁתּוֹ וְכָל־אֹהֲבָיו יַעֲשׂוּ־עֵץ גָּבֹהַּ חֲמִשִּׁים אַמָּה וּבַבֹּקֶר | אֱמֹר לַמֶּלֶךְ וְיִתְלוּ אֶת־מָרְדֳּכַי עָלָיו וּבֹא־עִם־הַמֶּלֶךְ אֶל־הַמִּשְׁתֶּה שָׂמֵחַ וַיִּיטַב הַדָּבָר לִפְנֵי הָמָן וַיַּעַשׂ הָעֵץ: פ: [1196, 893, 1687, 1220]
- verse-number: טו: [118, 899, 128, 910]
- verse-paragraph: ג א אַחַר | הַדְּבָרִים הָאֵלֶּה גִּדַּל הַמֶּלֶךְ אֲחַשְׁוֵרוֹשׁ אֶת־הָמָן בֶּן־הַמְּדָתָא הָאֲגָגִי וַיְנַשְּׂאֵהוּ וַיָּשֶׂם אֶת־כִּסְאוֹ מֵעַל כָּל־הַשָּׂרִים אֲשֶׁר אִתּוֹ: ב וְכָל־עַבְדֵי הַמֶּלֶךְ אֲשֶׁר־בְּשַׁעַר הַמֶּלֶךְ כֹּרְעִים וּמִשְׁתַּחֲוִים לְהָמָן כִּי־כֵן צִוָּה־לוֹ הַמֶּלֶךְ וּמָרְדֳּכַי לֹא יִכְרַע וְלֹא יִשְׁתַּחֲוֶה: ג וַיֹּאמְרוּ עַבְדֵי הַמֶּלֶךְ אֲשֶׁר־בְּשַׁעַר הַמֶּלֶךְ לְמָרְדֳּכָי מַדּוּעַ אַתָּה עוֹבֵר אֵת: [1196, 518, 1687, 643]
- running-header: [24, 840, 509, 861]
- qere-or-chapter-word: מְמוּכָן: [212, 132, 259, 152]
